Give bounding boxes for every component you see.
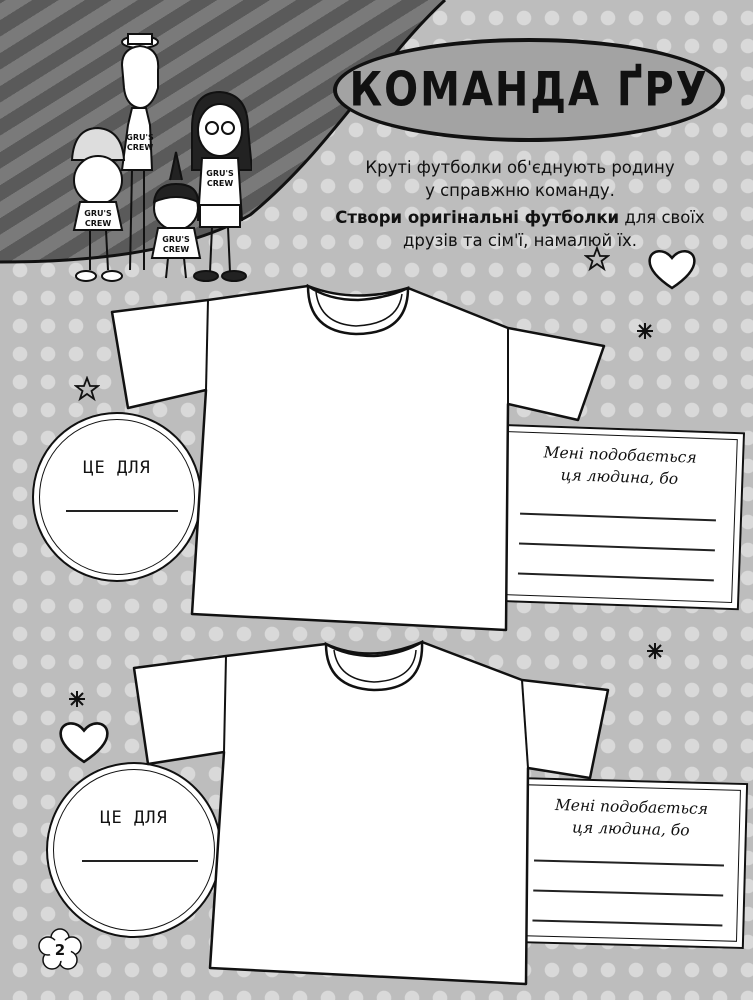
shirt-print-line1: GRU'S: [162, 235, 190, 244]
family-illustration: [52, 30, 252, 290]
reason-label-line2: ця людина, бо: [571, 818, 690, 840]
shirt-print-line2: CREW: [162, 245, 190, 254]
shirt-print-line2: CREW: [206, 179, 234, 188]
recipient-label: ЦЕ ДЛЯ: [83, 458, 151, 478]
recipient-label: ЦЕ ДЛЯ: [100, 808, 168, 828]
intro-line-3: [300, 206, 740, 229]
intro-paragraph-1: [300, 156, 740, 202]
intro-line-4: друзів та сім'ї, намалюй їх.: [402, 231, 638, 250]
page-number: 2: [54, 941, 66, 959]
sparkle-icon: [646, 642, 664, 660]
shirt-print-line2: CREW: [84, 219, 112, 228]
shirt-print-line2: CREW: [126, 143, 154, 152]
shirt-print-line1: GRU'S: [84, 209, 112, 218]
tshirt-drawing-area[interactable]: [130, 640, 614, 992]
reason-label-line2: ця людина, бо: [560, 465, 679, 489]
star-icon: [584, 246, 610, 272]
shirt-print-line1: GRU'S: [206, 169, 234, 178]
intro-line-1: Круті футболки об'єднують родину: [365, 158, 675, 177]
heart-icon: [646, 246, 698, 292]
sparkle-icon: [636, 322, 654, 340]
star-icon: [74, 376, 100, 402]
intro-line-2: у справжню команду.: [425, 181, 615, 200]
title-banner: [333, 38, 725, 142]
tshirt-drawing-area[interactable]: [108, 284, 608, 640]
page-title: КОМАНДА ҐРУ: [349, 62, 709, 118]
intro-bold: Створи оригінальні футболки: [335, 208, 620, 227]
reason-label-line1: Мені подобається: [554, 796, 709, 819]
shirt-print-line1: GRU'S: [126, 133, 154, 142]
heart-icon: [56, 718, 112, 766]
intro-rest: для своїх: [619, 208, 705, 227]
sparkle-icon: [68, 690, 86, 708]
reason-label-line1: Мені подобається: [543, 443, 697, 467]
